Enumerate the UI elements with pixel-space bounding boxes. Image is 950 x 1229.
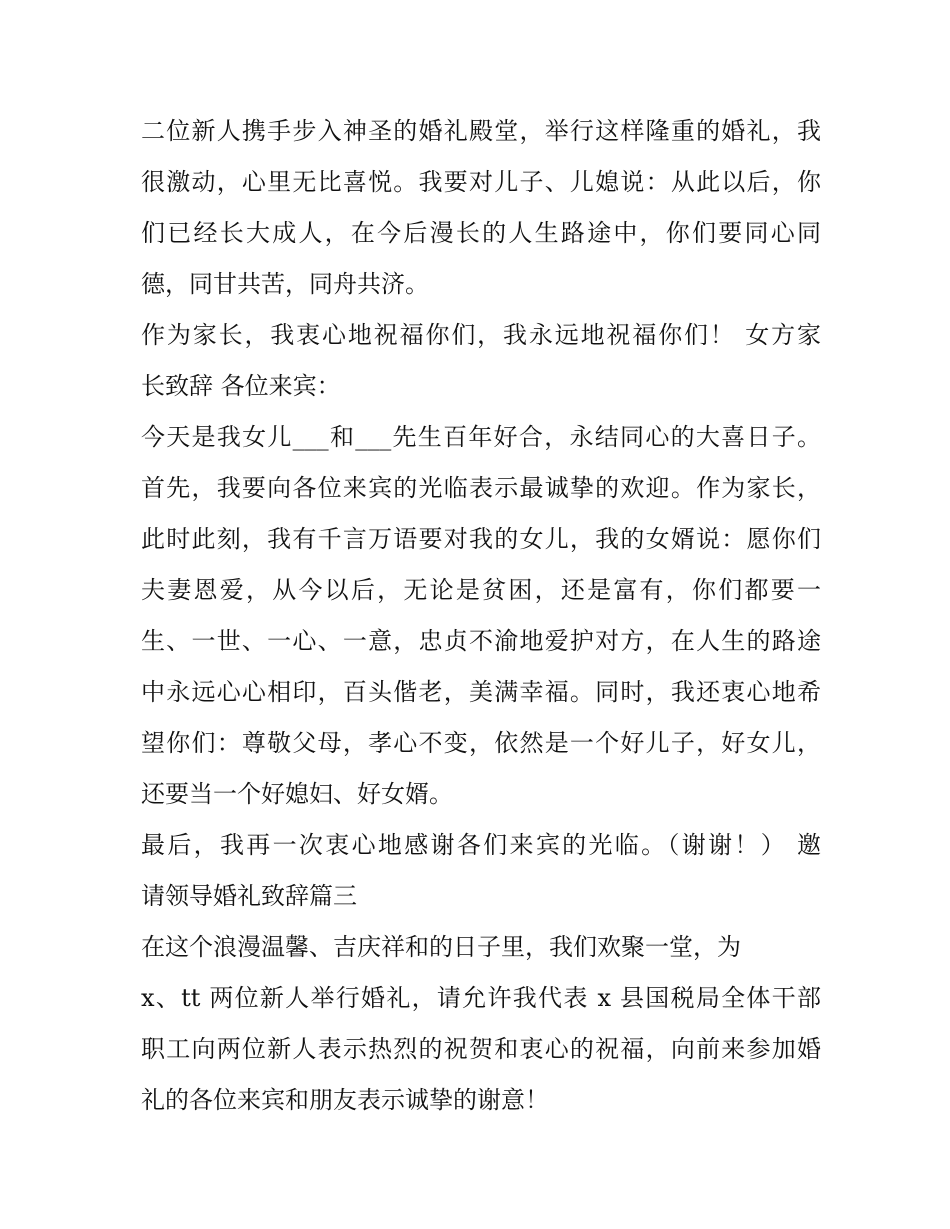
text-line: 长致辞 各位来宾： xyxy=(141,372,341,400)
text-line: 礼的各位来宾和朋友表示诚挚的谢意！ xyxy=(141,1086,549,1114)
text-line: 中永远心心相印，百头偕老，美满幸福。同时，我还衷心地希 xyxy=(141,678,821,706)
text-line: 最后，我再一次衷心地感谢各们来宾的光临。（谢谢！） 邀 xyxy=(141,831,821,859)
text-line: 夫妻恩爱，从今以后，无论是贫困，还是富有，你们都要一 xyxy=(141,576,821,604)
text-line: x、tt 两位新人举行婚礼，请允许我代表 x 县国税局全体干部 xyxy=(141,984,821,1012)
document-body xyxy=(141,108,821,1128)
text-line: 生、一世、一心、一意，忠贞不渝地爱护对方，在人生的路途 xyxy=(141,627,821,655)
text-line: 在这个浪漫温馨、吉庆祥和的日子里，我们欢聚一堂，为 xyxy=(141,933,741,961)
text-line: 职工向两位新人表示热烈的祝贺和衷心的祝福，向前来参加婚 xyxy=(141,1035,821,1063)
text-line: 德，同甘共苦，同舟共济。 xyxy=(141,270,429,298)
text-line: 望你们：尊敬父母，孝心不变，依然是一个好儿子，好女儿， xyxy=(141,729,821,757)
text-line: 还要当一个好媳妇、好女婿。 xyxy=(141,780,453,808)
text-line: 们已经长大成人，在今后漫长的人生路途中，你们要同心同 xyxy=(141,219,821,247)
text-line: 此时此刻，我有千言万语要对我的女儿，我的女婿说：愿你们 xyxy=(141,525,821,553)
text-line: 很激动，心里无比喜悦。我要对儿子、儿媳说：从此以后，你 xyxy=(141,168,821,196)
text-line: 作为家长，我衷心地祝福你们，我永远地祝福你们！ 女方家 xyxy=(141,321,821,349)
text-line: 请领导婚礼致辞篇三 xyxy=(141,882,357,910)
text-line: 今天是我女儿___和___先生百年好合，永结同心的大喜日子。 xyxy=(141,423,821,451)
text-line: 首先，我要向各位来宾的光临表示最诚挚的欢迎。作为家长， xyxy=(141,474,821,502)
text-line: 二位新人携手步入神圣的婚礼殿堂，举行这样隆重的婚礼，我 xyxy=(141,117,821,145)
